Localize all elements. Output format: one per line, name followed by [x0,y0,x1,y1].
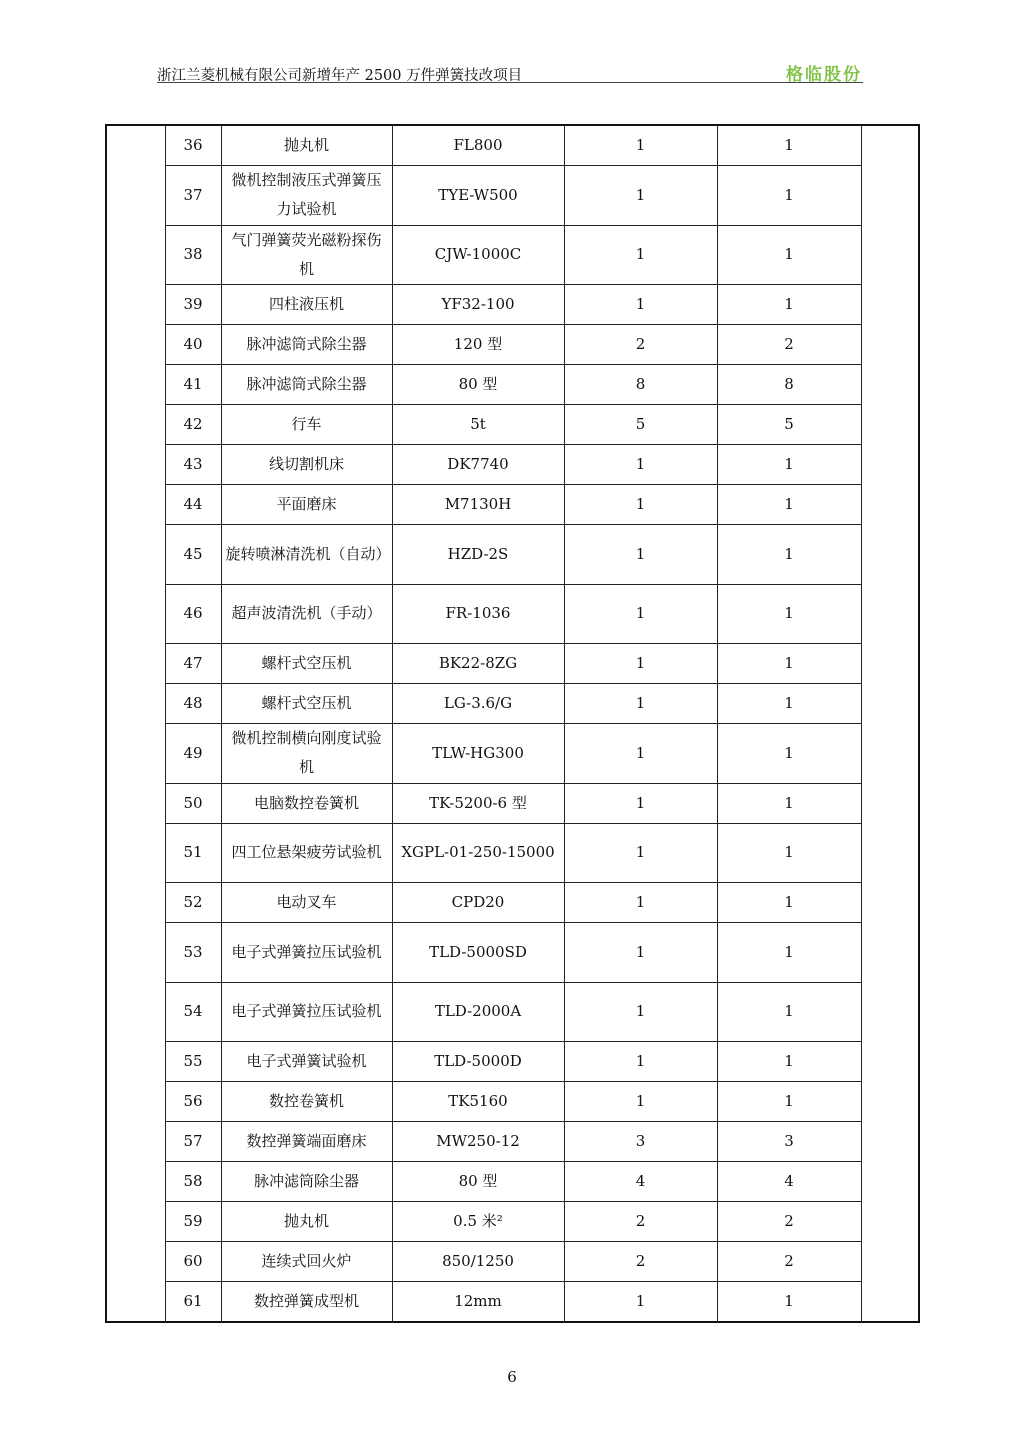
header-divider [157,82,863,83]
table-row [106,365,919,405]
quantity-a: 1 [564,724,717,784]
model: 0.5 米² [392,1202,564,1242]
model: CPD20 [392,883,564,923]
quantity-a: 1 [564,982,717,1042]
table-row [106,644,919,684]
quantity-a: 1 [564,823,717,883]
quantity-b: 1 [717,525,861,585]
table-row [106,485,919,525]
row-number: 36 [165,125,221,166]
table-row [106,724,919,784]
quantity-a: 3 [564,1122,717,1162]
equipment-name: 微机控制横向刚度试验机 [221,724,392,784]
table-row [106,1122,919,1162]
model: YF32-100 [392,285,564,325]
equipment-name: 电动叉车 [221,883,392,923]
quantity-b: 1 [717,225,861,285]
quantity-a: 1 [564,584,717,644]
model: FL800 [392,125,564,166]
quantity-b: 1 [717,1282,861,1323]
quantity-a: 1 [564,225,717,285]
quantity-a: 2 [564,1242,717,1282]
model: TYE-W500 [392,166,564,226]
row-number: 51 [165,823,221,883]
quantity-a: 2 [564,1202,717,1242]
table-row [106,982,919,1042]
quantity-a: 1 [564,684,717,724]
row-number: 47 [165,644,221,684]
quantity-a: 1 [564,923,717,983]
equipment-name: 脉冲滤筒除尘器 [221,1162,392,1202]
row-number: 46 [165,584,221,644]
quantity-a: 1 [564,644,717,684]
model: TLD-5000SD [392,923,564,983]
quantity-b: 1 [717,644,861,684]
row-number: 45 [165,525,221,585]
table-row [106,1242,919,1282]
quantity-a: 1 [564,166,717,226]
model: 5t [392,405,564,445]
model: 12mm [392,1282,564,1323]
row-number: 48 [165,684,221,724]
table-row [106,285,919,325]
quantity-b: 2 [717,1242,861,1282]
row-number: 60 [165,1242,221,1282]
equipment-name: 连续式回火炉 [221,1242,392,1282]
quantity-b: 4 [717,1162,861,1202]
table-row [106,1162,919,1202]
model: 120 型 [392,325,564,365]
quantity-b: 1 [717,684,861,724]
equipment-name: 平面磨床 [221,485,392,525]
merged-right-cell [861,125,919,1322]
table-row [106,1282,919,1323]
quantity-a: 1 [564,783,717,823]
quantity-a: 1 [564,285,717,325]
equipment-name: 数控弹簧端面磨床 [221,1122,392,1162]
quantity-b: 1 [717,823,861,883]
row-number: 58 [165,1162,221,1202]
row-number: 50 [165,783,221,823]
quantity-a: 1 [564,1082,717,1122]
equipment-name: 电子式弹簧试验机 [221,1042,392,1082]
row-number: 61 [165,1282,221,1323]
model: TK-5200-6 型 [392,783,564,823]
equipment-name: 抛丸机 [221,1202,392,1242]
quantity-a: 1 [564,1282,717,1323]
equipment-name: 气门弹簧荧光磁粉探伤机 [221,225,392,285]
row-number: 42 [165,405,221,445]
header-title: 浙江兰菱机械有限公司新增年产 2500 万件弹簧技改项目 [157,68,523,84]
row-number: 56 [165,1082,221,1122]
equipment-name: 数控卷簧机 [221,1082,392,1122]
equipment-name: 螺杆式空压机 [221,644,392,684]
equipment-name: 超声波清洗机（手动） [221,584,392,644]
row-number: 52 [165,883,221,923]
quantity-b: 2 [717,1202,861,1242]
table-row [106,584,919,644]
table-row [106,1082,919,1122]
quantity-b: 1 [717,883,861,923]
quantity-b: 1 [717,445,861,485]
model: M7130H [392,485,564,525]
row-number: 57 [165,1122,221,1162]
quantity-b: 1 [717,1042,861,1082]
table-row [106,883,919,923]
equipment-table [105,124,920,1323]
equipment-name: 旋转喷淋清洗机（自动） [221,525,392,585]
equipment-name: 四柱液压机 [221,285,392,325]
quantity-b: 3 [717,1122,861,1162]
quantity-b: 8 [717,365,861,405]
model: TK5160 [392,1082,564,1122]
quantity-b: 1 [717,923,861,983]
equipment-name: 行车 [221,405,392,445]
table-row [106,684,919,724]
quantity-a: 2 [564,325,717,365]
model: BK22-8ZG [392,644,564,684]
quantity-a: 4 [564,1162,717,1202]
row-number: 38 [165,225,221,285]
table-row [106,225,919,285]
equipment-name: 脉冲滤筒式除尘器 [221,365,392,405]
table-row [106,445,919,485]
table-row [106,125,919,166]
quantity-b: 1 [717,125,861,166]
model: LG-3.6/G [392,684,564,724]
quantity-a: 5 [564,405,717,445]
model: 80 型 [392,365,564,405]
equipment-name: 电子式弹簧拉压试验机 [221,923,392,983]
quantity-b: 1 [717,285,861,325]
model: 80 型 [392,1162,564,1202]
quantity-a: 1 [564,445,717,485]
row-number: 54 [165,982,221,1042]
page-number: 6 [507,1368,517,1386]
quantity-b: 2 [717,325,861,365]
row-number: 49 [165,724,221,784]
quantity-b: 1 [717,724,861,784]
header-logo: 格临股份 [786,65,862,85]
quantity-b: 1 [717,783,861,823]
equipment-name: 线切割机床 [221,445,392,485]
model: TLD-2000A [392,982,564,1042]
model: 850/1250 [392,1242,564,1282]
row-number: 37 [165,166,221,226]
equipment-name: 数控弹簧成型机 [221,1282,392,1323]
row-number: 59 [165,1202,221,1242]
row-number: 39 [165,285,221,325]
equipment-name: 电脑数控卷簧机 [221,783,392,823]
equipment-name: 微机控制液压式弹簧压力试验机 [221,166,392,226]
equipment-name: 四工位悬架疲劳试验机 [221,823,392,883]
quantity-b: 1 [717,584,861,644]
model: TLW-HG300 [392,724,564,784]
model: HZD-2S [392,525,564,585]
table-row [106,783,919,823]
equipment-name: 螺杆式空压机 [221,684,392,724]
table-row [106,525,919,585]
merged-left-cell [106,125,165,1322]
model: DK7740 [392,445,564,485]
quantity-a: 1 [564,485,717,525]
model: FR-1036 [392,584,564,644]
table-row [106,325,919,365]
quantity-b: 1 [717,485,861,525]
table-row [106,1042,919,1082]
quantity-a: 1 [564,883,717,923]
model: MW250-12 [392,1122,564,1162]
table-row [106,405,919,445]
quantity-b: 5 [717,405,861,445]
quantity-b: 1 [717,982,861,1042]
table-row [106,923,919,983]
row-number: 40 [165,325,221,365]
row-number: 44 [165,485,221,525]
table-row [106,166,919,226]
row-number: 53 [165,923,221,983]
quantity-b: 1 [717,166,861,226]
row-number: 55 [165,1042,221,1082]
quantity-a: 1 [564,1042,717,1082]
table-row [106,823,919,883]
equipment-name: 抛丸机 [221,125,392,166]
equipment-name: 电子式弹簧拉压试验机 [221,982,392,1042]
row-number: 41 [165,365,221,405]
table-row [106,1202,919,1242]
equipment-name: 脉冲滤筒式除尘器 [221,325,392,365]
model: XGPL-01-250-15000 [392,823,564,883]
row-number: 43 [165,445,221,485]
quantity-a: 1 [564,525,717,585]
quantity-b: 1 [717,1082,861,1122]
quantity-a: 1 [564,125,717,166]
quantity-a: 8 [564,365,717,405]
model: TLD-5000D [392,1042,564,1082]
model: CJW-1000C [392,225,564,285]
